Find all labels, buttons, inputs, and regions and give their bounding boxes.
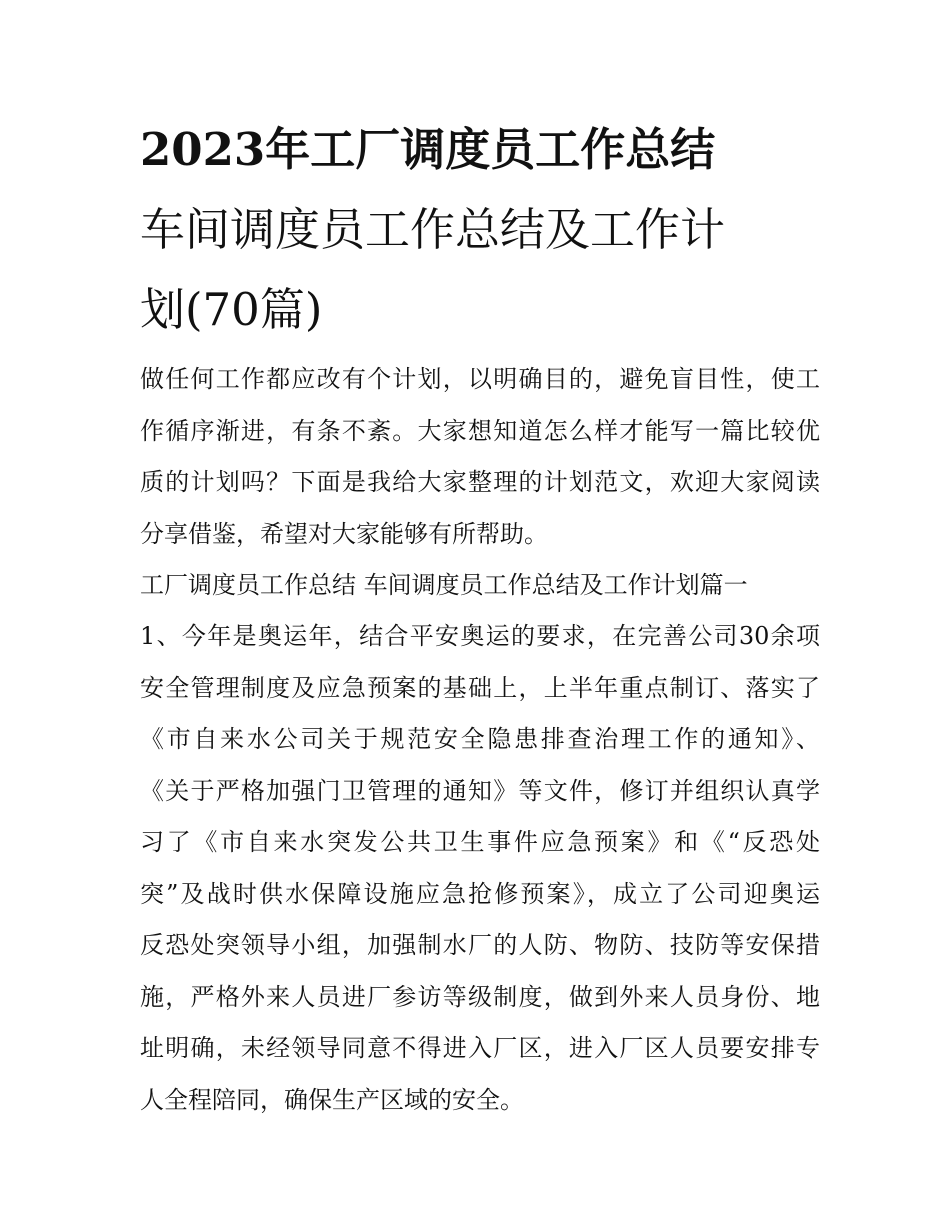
intro-line: 做任何工作都应改有个计划，以明确目的，避免盲目性，使工 [140,365,820,393]
item-paragraph [140,611,820,1126]
intro-line: 分享借鉴，希望对大家能够有所帮助。 [140,519,548,548]
intro-paragraph [140,354,820,560]
item-line: 1、今年是奥运年，结合平安奥运的要求，在完善公司30余项 [140,622,820,650]
item-line: 施，严格外来人员进厂参访等级制度，做到外来人员身份、地 [140,982,820,1011]
item-line: 安全管理制度及应急预案的基础上，上半年重点制订、落实了 [140,673,820,702]
section-heading: 工厂调度员工作总结 车间调度员工作总结及工作计划篇一 [140,571,748,599]
document-title-line-1: 2023年工厂调度员工作总结 [140,123,716,176]
document-title-line-3: 划(70篇) [140,283,323,336]
intro-line: 作循序渐进，有条不紊。大家想知道怎么样才能写一篇比较优 [140,416,820,445]
item-line: 突”及战时供水保障设施应急抢修预案》，成立了公司迎奥运 [140,879,820,908]
item-line: 《关于严格加强门卫管理的通知》等文件，修订并组织认真学 [140,776,820,805]
item-line: 反恐处突领导小组，加强制水厂的人防、物防、技防等安保措 [140,931,820,959]
section-heading-block [140,560,820,612]
document-title-line-2: 车间调度员工作总结及工作计 [140,203,726,256]
item-line: 习了《市自来水突发公共卫生事件应急预案》和《“反恐处 [140,828,820,856]
intro-line: 质的计划吗？下面是我给大家整理的计划范文，欢迎大家阅读 [140,468,820,496]
item-line: 址明确，未经领导同意不得进入厂区，进入厂区人员要安排专 [140,1034,820,1062]
item-line: 《市自来水公司关于规范安全隐患排查治理工作的通知》、 [140,725,820,753]
item-line: 人全程陪同，确保生产区域的安全。 [140,1085,524,1114]
